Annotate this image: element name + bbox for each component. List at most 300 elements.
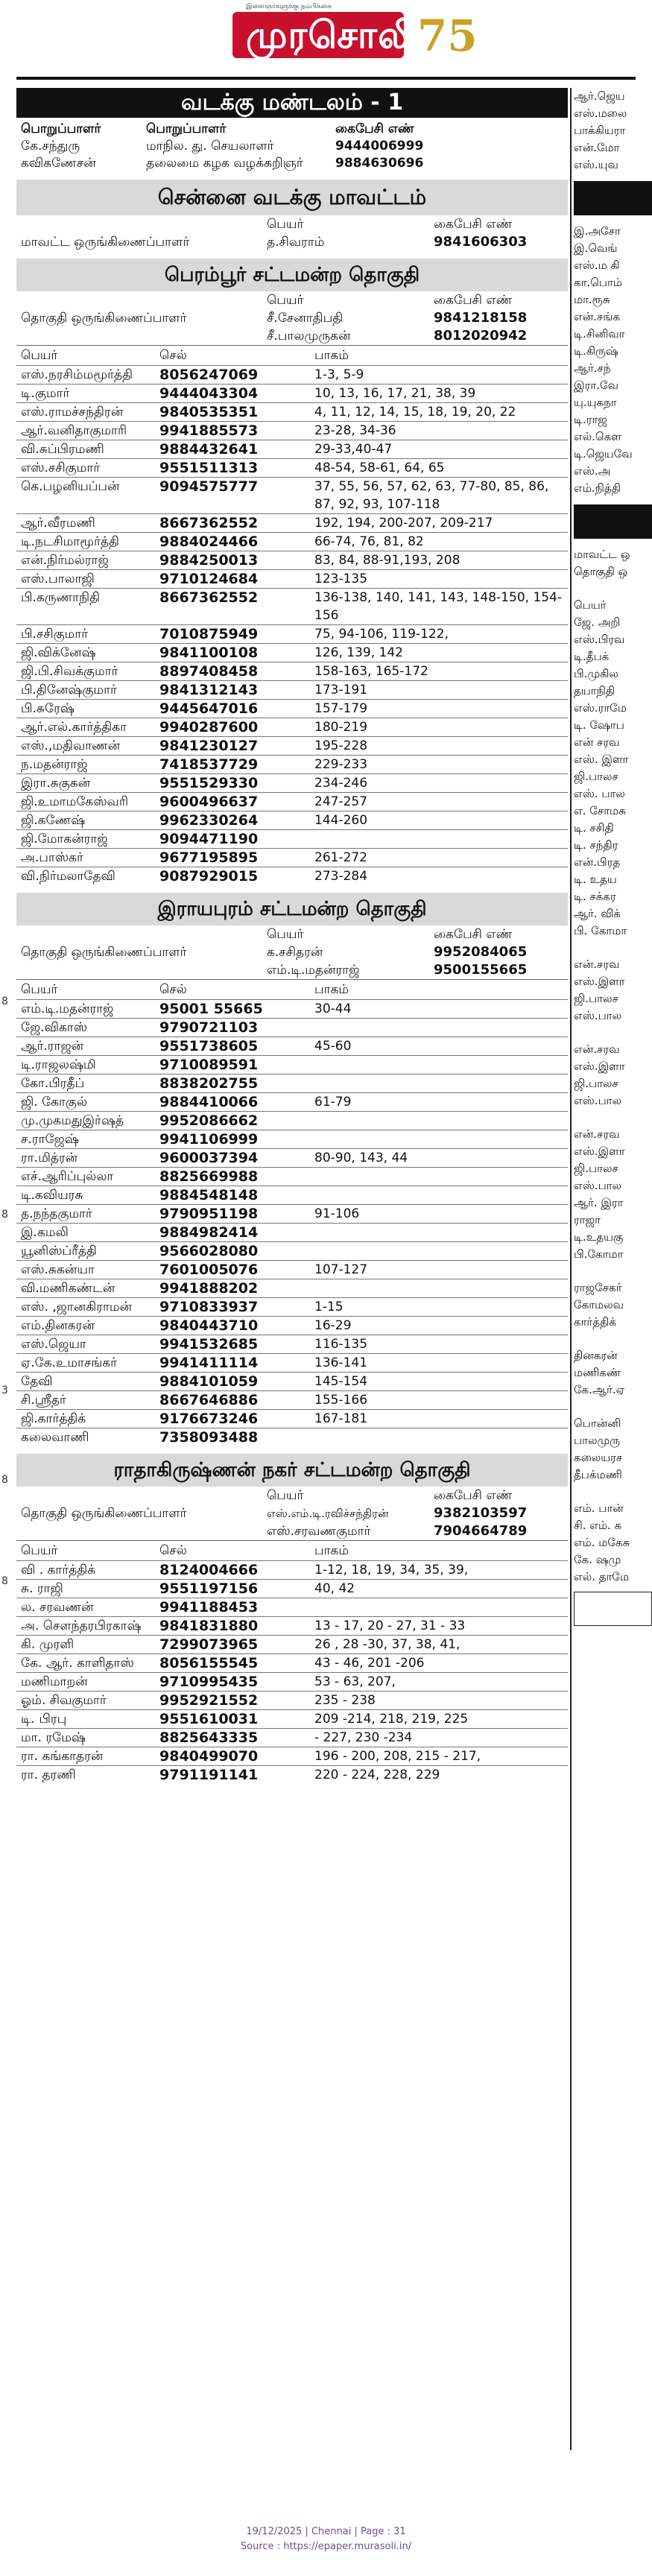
coordinator-label-empty	[16, 327, 267, 345]
member-row	[16, 588, 568, 624]
spacer	[574, 1484, 652, 1500]
member-wards: 66-74, 76, 81, 82	[314, 534, 424, 549]
member-wards	[314, 1075, 568, 1092]
member-row	[16, 1074, 568, 1092]
member-name: அ. சௌந்தரபிரகாஷ்	[21, 1618, 142, 1633]
header-cell: கைபேசி எண்	[335, 121, 414, 136]
clipped-text: ராஜசேகர்	[574, 1281, 622, 1294]
member-name: எஸ்.நரசிம்மமூர்த்தி	[21, 367, 133, 382]
member-wards: 45-60	[314, 1039, 352, 1054]
person-name: கே.சந்துரு	[21, 139, 80, 154]
section-bar	[574, 504, 652, 539]
clipped-text: எஸ். பால	[574, 787, 625, 800]
clipped-text: ஆர்.ஜெய	[574, 89, 625, 103]
member-phone: 9710833937	[159, 1299, 259, 1315]
phone-number: 9884630696	[335, 156, 424, 171]
member-name: எச்.ஆரிப்புல்லா	[21, 1169, 114, 1184]
member-row	[16, 421, 568, 440]
header-cell: பெயர்	[267, 927, 304, 942]
member-name: ஜி.கார்த்திக்	[21, 1411, 86, 1426]
member-name: ரா. தரணி	[21, 1768, 76, 1782]
member-name: எம்.தினகரன்	[21, 1318, 95, 1333]
clipped-text: டி.ஜெயவே	[574, 447, 633, 461]
zone-header-row	[16, 121, 568, 138]
page-footer	[0, 2525, 652, 2554]
clipped-text: ஆர். இரா	[574, 1196, 624, 1209]
clipped-text: பி.கோமா	[574, 1247, 624, 1261]
member-name: எஸ்.பாலாஜி	[21, 572, 95, 586]
clipped-text: எஸ்.அ	[574, 464, 611, 478]
clipped-text: ஜே. அறி	[574, 615, 621, 629]
constituency-title-royapuram: இராயபுரம் சட்டமன்ற தொகுதி	[16, 893, 568, 925]
member-name: டி.ராஜலஷ்மி	[21, 1057, 96, 1072]
member-wards: 29-33,40-47	[314, 442, 393, 457]
strip-text: 8	[1, 1474, 8, 1486]
newspaper-logo: முரசொலி	[246, 13, 417, 57]
member-phone: 9884024466	[159, 534, 259, 550]
member-row	[16, 1409, 568, 1428]
member-phone: 8056247069	[159, 367, 259, 383]
constituency-coordinator-row	[16, 1522, 568, 1540]
clipped-text: இ.அசோ	[574, 224, 621, 238]
coordinator-label: மாவட்ட ஒருங்கிணைப்பாளர்	[21, 235, 190, 250]
clipped-text: கா.பொம்	[574, 276, 622, 289]
clipped-text: ஜி.பாலச	[574, 1162, 618, 1175]
member-phone: 9094471190	[159, 831, 259, 847]
column-header: பெயர்	[21, 1543, 58, 1558]
clipped-text: எஸ்.இளா	[574, 1060, 625, 1073]
member-name: கலைவாணி	[21, 1430, 89, 1445]
clipped-text: எஸ்.மலை	[574, 107, 627, 120]
coordinator-label: தொகுதி ஒருங்கிணைப்பாளர்	[21, 311, 187, 326]
coordinator-label: தொகுதி ஒருங்கிணைப்பாளர்	[21, 1506, 187, 1521]
member-name: பி.சுரேஷ்	[21, 701, 75, 716]
member-row	[16, 569, 568, 588]
masthead-tagline: இளைஞர்களுக்கு நம்பிக்கை	[246, 3, 332, 10]
header-cell: பெயர்	[267, 293, 304, 308]
clipped-text: டி. சந்திர	[574, 838, 618, 852]
member-phone: 9884548148	[159, 1187, 259, 1203]
member-phone: 9551529330	[159, 775, 259, 791]
spacer	[574, 1331, 652, 1347]
member-wards: 157-179	[314, 701, 368, 716]
person-role: தலைமை கழக வழக்கறிஞர்	[146, 156, 303, 171]
column-header: செல்	[159, 348, 187, 363]
clipped-text: என்.சங்க	[574, 310, 621, 323]
member-name: சு. ராஜி	[21, 1581, 63, 1596]
member-row	[16, 1728, 568, 1747]
member-name: ஜி.மோகன்ராஜ்	[21, 832, 108, 846]
member-name: எஸ்.ஜெயா	[21, 1337, 86, 1352]
member-wards: 167-181	[314, 1411, 368, 1426]
member-row	[16, 1055, 568, 1074]
member-list-royapuram	[16, 999, 568, 1446]
member-phone: 95001 55665	[159, 1001, 263, 1017]
district-header-row	[16, 215, 568, 233]
member-row	[16, 458, 568, 477]
member-phone: 9884410066	[159, 1094, 259, 1110]
member-name: தேவி	[21, 1374, 53, 1389]
clipped-text: தினகரன்	[574, 1349, 618, 1362]
clipped-text: எஸ்.ம கி	[574, 259, 620, 272]
member-name: எஸ்.,மதிவாணன்	[21, 738, 121, 753]
clipped-text: எல்.கௌ	[574, 430, 621, 443]
coordinator-name: சீ.சேனாதிபதி	[267, 311, 344, 326]
spacer	[574, 940, 652, 956]
member-phone: 9841100108	[159, 645, 259, 661]
clipped-text: என்.சரவ	[574, 958, 620, 971]
coordinator-phone: 9952084065	[434, 944, 528, 960]
member-phone: 8825643335	[159, 1730, 259, 1746]
clipped-text: ஆர்.சந்	[574, 361, 611, 375]
member-name: எஸ்.சசிகுமார்	[21, 461, 101, 475]
member-row	[16, 365, 568, 384]
spacer	[574, 1263, 652, 1279]
member-wards: 10, 13, 16, 17, 21, 38, 39	[314, 386, 476, 401]
member-row	[16, 1428, 568, 1446]
column-header: பெயர்	[21, 982, 58, 997]
member-wards: 155-166	[314, 1393, 368, 1408]
member-name: சி.ஸ்ரீதர்	[21, 1393, 66, 1408]
member-phone: 9941106999	[159, 1131, 259, 1148]
member-row	[16, 1018, 568, 1037]
clipped-text: பி. கோமா	[574, 924, 627, 937]
clipped-text: மா.ரூசு	[574, 293, 610, 306]
member-row	[16, 1598, 568, 1616]
clipped-text: கே.ஆர்.ஏ	[574, 1383, 625, 1396]
member-phone: 7601005076	[159, 1262, 259, 1278]
member-phone: 9952086662	[159, 1113, 259, 1129]
masthead	[0, 0, 652, 78]
member-wards: 247-257	[314, 794, 368, 809]
member-row	[16, 624, 568, 643]
zone-row	[16, 138, 568, 155]
member-phone: 9087929015	[159, 868, 259, 884]
member-phone: 9941885573	[159, 423, 259, 439]
member-name: அ.பாஸ்கர்	[21, 850, 83, 865]
column-header: செல்	[159, 982, 187, 997]
clipped-text: என்.மோ	[574, 141, 620, 154]
member-wards	[314, 1112, 568, 1130]
spacer	[574, 1399, 652, 1415]
header-cell: கைபேசி எண்	[434, 1488, 513, 1503]
member-row	[16, 1765, 568, 1784]
member-phone: 9941188453	[159, 1599, 259, 1615]
member-name: கோ.பிரதீப்	[21, 1076, 85, 1091]
header-cell: பெயர்	[267, 217, 304, 232]
member-phone: 9551511313	[159, 460, 259, 476]
member-phone: 9600496637	[159, 794, 259, 810]
member-list-rk-nagar	[16, 1560, 568, 1784]
member-wards	[314, 1242, 568, 1260]
clipped-text: தீபக்மணி	[574, 1468, 622, 1481]
member-name: ச.ராஜேஷ்	[21, 1132, 79, 1147]
member-phone: 9600037394	[159, 1150, 259, 1166]
clipped-text: எஸ்.இளா	[574, 1145, 625, 1158]
member-row	[16, 1372, 568, 1390]
member-wards	[314, 1019, 568, 1037]
member-wards	[314, 1279, 568, 1297]
member-phone: 9841831880	[159, 1618, 259, 1634]
member-row	[16, 773, 568, 792]
clipped-text: ஜி.பாலச	[574, 770, 618, 783]
member-phone: 9551738605	[159, 1038, 259, 1054]
member-phone: 9677195895	[159, 849, 259, 866]
coordinator-phone: 8012020942	[434, 328, 528, 344]
member-name: மணிமாறன்	[21, 1674, 88, 1689]
member-name: பி.தினேஷ்குமார்	[21, 683, 117, 697]
clipped-text: ஜி.பாலச	[574, 992, 618, 1005]
anniversary-emblem: 75	[417, 10, 478, 61]
member-row	[16, 662, 568, 680]
member-row	[16, 1037, 568, 1055]
member-list-perambur	[16, 365, 568, 885]
member-name: எம்.டி.மதன்ராஜ்	[21, 1001, 114, 1016]
member-wards: 180-219	[314, 720, 368, 735]
member-row	[16, 1316, 568, 1335]
member-row	[16, 402, 568, 421]
member-row	[16, 643, 568, 662]
member-name: மா. ரமேஷ்	[21, 1730, 86, 1745]
clipped-text: எ. சோமசு	[574, 804, 626, 817]
clipped-text: டி.கிருஷ்	[574, 344, 618, 358]
clipped-text: என்.சரவ	[574, 1042, 620, 1056]
member-wards: 229-233	[314, 757, 368, 772]
coordinator-name: க.சசிதரன்	[267, 945, 323, 960]
clipped-text: எஸ்.ராமே	[574, 701, 627, 715]
member-row	[16, 1653, 568, 1672]
header-cell: பெயர்	[267, 1488, 304, 1503]
member-row	[16, 513, 568, 532]
member-wards	[314, 830, 568, 848]
district-coordinator-row	[16, 233, 568, 251]
constituency-coordinator-row	[16, 1504, 568, 1522]
member-wards	[314, 1130, 568, 1148]
member-row	[16, 1204, 568, 1223]
member-name: எஸ். ,ஜானகிராமன்	[21, 1300, 133, 1314]
member-phone: 9952921552	[159, 1692, 259, 1709]
member-wards: 158-163, 165-172	[314, 664, 428, 679]
member-wards: 1-15	[314, 1300, 344, 1314]
member-phone: 9941888202	[159, 1280, 259, 1297]
member-row	[16, 1241, 568, 1260]
member-name: டி.கவியரசு	[21, 1188, 83, 1203]
header-cell: பொறுப்பாளர்	[21, 121, 101, 136]
member-name: ரா. கங்காதரன்	[21, 1749, 104, 1764]
member-row	[16, 1709, 568, 1728]
clipped-text: எஸ்.பால	[574, 1179, 622, 1192]
member-name: ஆர்.ராஜன்	[21, 1039, 84, 1054]
member-wards: 13 - 17, 20 - 27, 31 - 33	[314, 1618, 466, 1633]
coordinator-name: எஸ்.சரவணகுமார்	[267, 1524, 371, 1539]
clipped-text: எஸ்.யுவ	[574, 158, 618, 171]
member-name: ஜி.உமாமகேஸ்வரி	[21, 794, 129, 809]
district-title: சென்னை வடக்கு மாவட்டம்	[16, 180, 568, 215]
member-row	[16, 1616, 568, 1635]
member-phone: 9710124684	[159, 571, 259, 587]
member-row	[16, 1223, 568, 1241]
coordinator-phone: 9841606303	[434, 234, 528, 250]
member-phone: 9884101059	[159, 1373, 259, 1390]
right-clipped-column	[574, 88, 652, 1632]
column-header: பெயர்	[21, 348, 58, 363]
member-phone: 8825669988	[159, 1168, 259, 1185]
member-phone: 9962330264	[159, 812, 259, 829]
constituency-coordinator-row	[16, 309, 568, 327]
coordinator-label-empty	[16, 961, 267, 979]
clipped-text: என்.பிரத	[574, 855, 621, 869]
member-phone: 8667362552	[159, 589, 259, 606]
constituency-title-rk-nagar: ராதாகிருஷ்ணன் நகர் சட்டமன்ற தொகுதி	[16, 1454, 568, 1487]
clipped-text: எம்.நித்தி	[574, 481, 621, 495]
member-phone: 8838202755	[159, 1075, 259, 1092]
coordinator-phone: 9382103597	[434, 1505, 528, 1521]
member-row	[16, 1130, 568, 1148]
member-name: என்.நிர்மல்ராஜ்	[21, 553, 109, 568]
member-row	[16, 1167, 568, 1186]
column-header: பாகம்	[314, 348, 349, 363]
strip-text: 8	[1, 1209, 8, 1221]
member-table-header	[16, 345, 568, 365]
member-wards: - 227, 230 -234	[314, 1730, 413, 1745]
person-role: மாநில. து. செயலாளர்	[146, 139, 274, 154]
member-row	[16, 1260, 568, 1279]
member-row	[16, 1635, 568, 1653]
member-wards: 16-29	[314, 1318, 352, 1333]
member-wards: 136-138, 140, 141, 143, 148-150, 154-156	[314, 590, 563, 623]
member-name: ஜி.பி.சிவக்குமார்	[21, 664, 118, 679]
member-row	[16, 811, 568, 829]
member-name: ஆர்.எல்.கார்த்திகா	[21, 720, 127, 735]
clipped-text: எஸ்.பால	[574, 1009, 622, 1022]
member-row	[16, 1672, 568, 1691]
member-phone: 9940287600	[159, 719, 259, 735]
member-name: ஓம். சிவகுமார்	[21, 1693, 107, 1708]
clipped-text: எஸ்.இளா	[574, 975, 625, 988]
member-wards: 4, 11, 12, 14, 15, 18, 19, 20, 22	[314, 405, 516, 420]
member-row	[16, 867, 568, 885]
clipped-text: யு.யுகநா	[574, 396, 617, 409]
constituency-title-perambur: பெரம்பூர் சட்டமன்ற தொகுதி	[16, 259, 568, 291]
coordinator-phone: 9841218158	[434, 310, 528, 326]
member-name: எஸ்.சுகன்யா	[21, 1262, 95, 1277]
strip-text: 8	[1, 996, 8, 1007]
clipped-text: என் சரவ	[574, 735, 620, 749]
clipped-text: ராஜா	[574, 1213, 601, 1227]
member-name: டி. பிரபு	[21, 1712, 67, 1727]
coordinator-name: த.சிவராம்	[267, 235, 325, 250]
coordinator-label: தொகுதி ஒருங்கிணைப்பாளர்	[21, 945, 187, 960]
member-phone: 9841230127	[159, 738, 259, 754]
member-wards: 192, 194, 200-207, 209-217	[314, 516, 493, 531]
constituency-coordinator-row	[16, 943, 568, 961]
member-row	[16, 1092, 568, 1111]
member-phone: 9551197156	[159, 1580, 259, 1597]
member-name: ஏ.கே.உமாசங்கர்	[21, 1355, 118, 1370]
member-wards: 26 , 28 -30, 37, 38, 41,	[314, 1637, 460, 1652]
header-cell	[16, 291, 267, 309]
member-wards: 220 - 224, 228, 229	[314, 1768, 440, 1782]
member-row	[16, 718, 568, 736]
clipped-text: எஸ்.பால	[574, 1094, 622, 1107]
member-table-header	[16, 1540, 568, 1560]
member-wards	[314, 1056, 568, 1074]
member-phone: 8667362552	[159, 515, 259, 531]
member-name: ஜி. கோகுல்	[21, 1095, 88, 1110]
member-row	[16, 551, 568, 569]
member-row	[16, 1691, 568, 1709]
member-name: ஜி.கணேஷ்	[21, 813, 86, 828]
member-row	[16, 1279, 568, 1297]
clipped-text: எம். மகேசு	[574, 1536, 630, 1549]
phone-number: 9444006999	[335, 139, 424, 154]
constituency-header-row	[16, 291, 568, 309]
member-wards	[314, 1428, 568, 1446]
member-row	[16, 1747, 568, 1765]
column-header: பாகம்	[314, 982, 349, 997]
column-header: பாகம்	[314, 1543, 349, 1558]
clipped-text: டி. சக்கர	[574, 890, 616, 903]
member-phone: 9941532685	[159, 1336, 259, 1352]
member-phone: 8897408458	[159, 663, 259, 680]
member-phone: 9840499070	[159, 1748, 259, 1765]
clipped-text: எஸ்.பிரவ	[574, 633, 625, 646]
member-wards: 1-12, 18, 19, 34, 35, 39,	[314, 1563, 469, 1577]
member-wards: 37, 55, 56, 57, 62, 63, 77-80, 85, 86, 87, 92, 93, 107-118	[314, 479, 549, 512]
masthead-divider	[16, 77, 636, 80]
constituency-header-row	[16, 925, 568, 943]
member-name: கி. முரளி	[21, 1637, 75, 1652]
member-row	[16, 384, 568, 402]
member-row	[16, 848, 568, 867]
member-wards: 107-127	[314, 1262, 368, 1277]
clipped-text: மணிகண்	[574, 1366, 621, 1379]
member-wards: 234-246	[314, 776, 368, 791]
main-column	[16, 88, 568, 1784]
member-wards: 30-44	[314, 1001, 352, 1016]
clipped-text: கலையரச	[574, 1451, 623, 1464]
strip-text: 3	[1, 1384, 8, 1396]
person-name: கவிகணேசன்	[21, 156, 96, 171]
member-phone: 9840535351	[159, 404, 259, 420]
member-phone: 9094575777	[159, 478, 259, 495]
member-phone: 9710089591	[159, 1057, 259, 1073]
member-row	[16, 1335, 568, 1353]
member-row	[16, 736, 568, 755]
zone-row	[16, 155, 568, 172]
clipped-text: டி.சினிவா	[574, 327, 625, 341]
member-name: இரா.சுகுகன்	[21, 776, 91, 791]
spacer	[574, 1025, 652, 1041]
clipped-text: கோமலவ	[574, 1298, 624, 1311]
spacer	[574, 580, 652, 597]
clipped-text: தொகுதி ஒ	[574, 565, 628, 578]
member-wards: 145-154	[314, 1374, 368, 1389]
member-phone: 9790721103	[159, 1019, 259, 1036]
column-header: செல்	[159, 1543, 187, 1558]
header-cell: கைபேசி எண்	[434, 217, 513, 232]
member-wards: 53 - 63, 207,	[314, 1674, 396, 1689]
member-row	[16, 1297, 568, 1316]
member-phone: 9566028080	[159, 1243, 259, 1259]
member-name: இ.கமலி	[21, 1225, 69, 1240]
header-cell	[16, 215, 267, 233]
member-row	[16, 1148, 568, 1167]
clipped-text: டி. ஷோப	[574, 718, 624, 732]
member-wards	[314, 1168, 568, 1186]
member-phone: 8667646886	[159, 1392, 259, 1408]
member-row	[16, 792, 568, 811]
